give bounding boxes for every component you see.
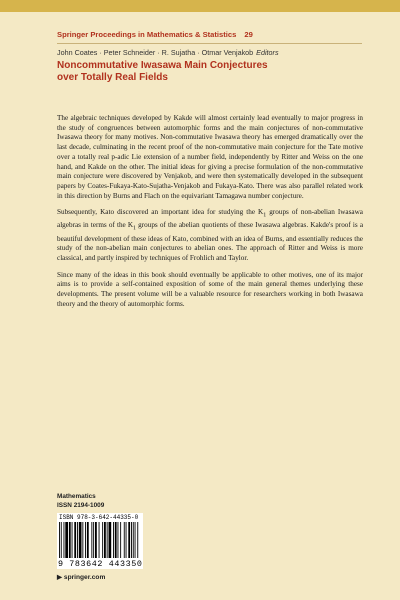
top-color-band (0, 0, 400, 12)
publisher-website[interactable]: ▶ springer.com (57, 574, 106, 581)
editors-tag: Editors (256, 48, 279, 57)
barcode-bar (135, 522, 136, 558)
blurb-paragraph-3: Since many of the ideas in this book should eventually be applicable to other motives, one of its major aims is to provide a self-contained exposition of some of the main general themes underlying these developments. The present volume will be a valuable resource for researchers working in both Iwasawa theory and the theory of automorphic forms. (57, 270, 363, 308)
blurb-paragraph-2 (57, 208, 363, 263)
p2-text-b: groups of non-abelian Iwasawa algebras in terms of the K (57, 208, 363, 230)
barcode-bar (113, 522, 114, 558)
barcode-digits (58, 559, 142, 569)
barcode-bar (95, 522, 97, 558)
divider (57, 43, 362, 44)
series-name: Springer Proceedings in Mathematics & Statistics (57, 30, 237, 39)
barcode-bar (133, 522, 134, 558)
editors-line (57, 48, 279, 57)
barcode-bar (69, 522, 71, 558)
barcode-bar (137, 522, 138, 558)
issn-label: ISSN 2194-1009 (57, 502, 105, 509)
barcode-image (59, 522, 141, 558)
title-line-2: over Totally Real Fields (57, 72, 168, 83)
barcode-bar (61, 522, 62, 558)
barcode-bar (104, 522, 106, 558)
barcode-bar (107, 522, 108, 558)
editor-names: John Coates · Peter Schneider · R. Sujatha · Otmar Venjakob (57, 48, 254, 57)
barcode-right-digits: 443350 (108, 559, 143, 569)
barcode-bar (118, 522, 119, 558)
subject-label: Mathematics (57, 493, 96, 500)
barcode-bar (102, 522, 103, 558)
barcode-bar (91, 522, 92, 558)
barcode-bar (99, 522, 100, 558)
barcode-bar (120, 522, 121, 558)
barcode-bar (131, 522, 132, 558)
barcode-left-digits: 783642 (69, 559, 104, 569)
barcode-first-digit: 9 (58, 559, 64, 569)
barcode-bar (93, 522, 94, 558)
series-line (57, 30, 253, 39)
barcode-bar (126, 522, 127, 558)
barcode-bar (79, 522, 82, 558)
barcode-bar (115, 522, 117, 558)
p2-text-a: Subsequently, Kato discovered an important idea for studying the K (57, 208, 264, 217)
barcode-bar (128, 522, 130, 558)
p2-text-c: groups of the abelian quotients of these Iwasawa algebras. Kakde's proof is a beautiful development of these ideas of Kato, combined with an idea of Burns, and essentially reduces the study of the non-abelian main conjectures to abelian ones. The approach of Ritter and Weiss is more classical, and partly inspired by techniques of Frohlich and Taylor. (57, 221, 364, 263)
barcode-bar (72, 522, 73, 558)
barcode-box (57, 513, 143, 569)
isbn-label: ISBN 978-3-642-44335-0 (59, 514, 139, 521)
barcode-bar (87, 522, 89, 558)
title-line-1: Noncommutative Iwasawa Main Conjectures (57, 60, 268, 71)
barcode-bar (124, 522, 125, 558)
book-title (57, 60, 377, 84)
barcode-bar (74, 522, 76, 558)
series-volume: 29 (244, 30, 253, 39)
barcode-bar (109, 522, 112, 558)
barcode-bar (59, 522, 60, 558)
blurb (57, 114, 363, 317)
subject-block (57, 492, 104, 510)
barcode-bar (82, 522, 83, 558)
p2-subscript-2: 1 (133, 225, 137, 232)
barcode-bar (85, 522, 86, 558)
barcode-bar (65, 522, 68, 558)
barcode-bar (64, 522, 65, 558)
p2-subscript-1: 1 (263, 212, 267, 219)
barcode-bar (77, 522, 78, 558)
blurb-paragraph-1: The algebraic techniques developed by Kakde will almost certainly lead eventually to major progress in the study of congruences between automorphic forms and the main conjectures of non-commutative Iwasawa theory for many motives. Non-commutative Iwasawa theory has emerged dramatically over the last decade, culminating in the recent proof of the non-commutative main conjecture for the Tate motive over a totally real p-adic Lie extension of a number field, independently by Ritter and Weiss on the one hand, and Kakde on the other. The initial ideas for giving a precise formulation of the non-commutative main conjecture were discovered by Venjakob, and were then systematically developed in the subsequent papers by Coates-Fukaya-Kato-Sujatha-Venjakob and Fukaya-Kato. There was also parallel related work in this direction by Burns and Flach on the equivariant Tamagawa number conjecture. (57, 114, 363, 200)
